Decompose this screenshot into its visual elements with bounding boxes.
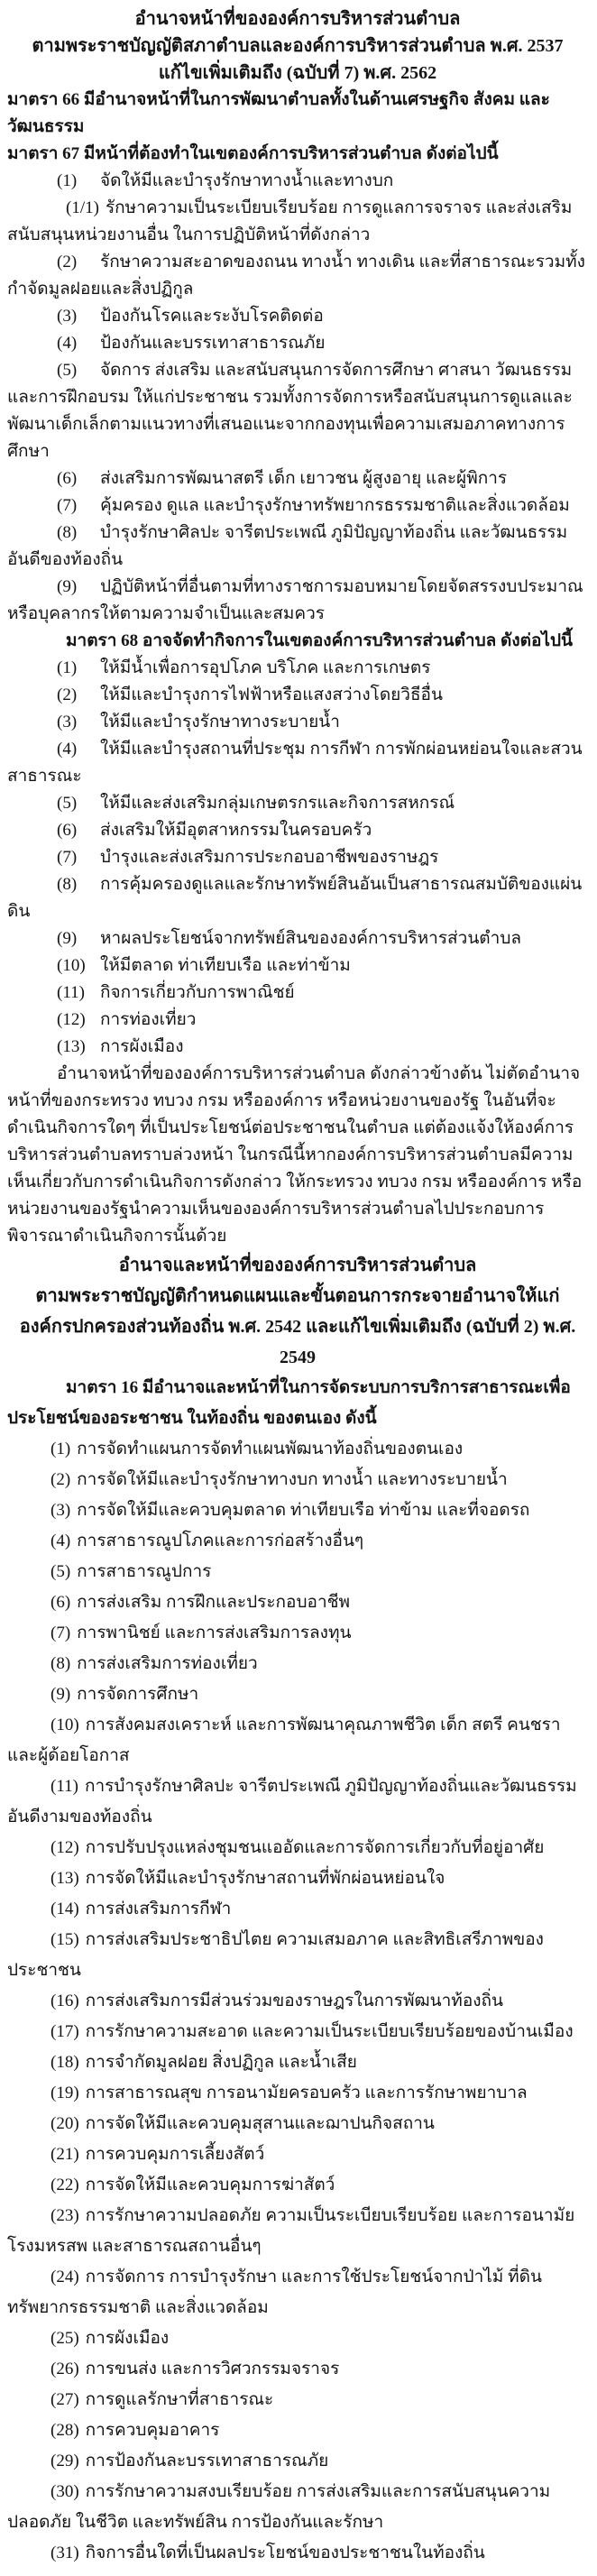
article-16-item: [7, 1587, 588, 1618]
article-16-item: [7, 1618, 588, 1649]
article-16-item: [7, 1495, 588, 1526]
article-68-closing-paragraph: อำนาจหน้าที่ขององค์การบริหารส่วนตำบล ดังกล่าวข้างต้น ไม่ตัดอำนาจหน้าที่ของกระทรวง ทบวง กรม หรือองค์การ หรือหน่วยงานของรัฐ ในอันที่จะดำเนินกิจการใดๆ ที่เป็นประโยชน์ต่อประชาชนในตำบล แต่ต้องแจ้งให้องค์การบริหารส่วนตำบลทราบล่วงหน้า ในกรณีนี้หากองค์การบริหารส่วนตำบลมีความเห็นเกี่ยวกับการดำเนินกิจการดังกล่าว ให้กระทรวง ทบวง กรม หรือองค์การ หรือหน่วยงานของรัฐนำความเห็นขององค์การบริหารส่วนตำบลไปประกอบการพิจารณาดำเนินกิจการนั้นด้วย: [7, 1064, 583, 1246]
item-number: (24): [51, 2268, 79, 2286]
item-text: การส่งเสริมการท่องเที่ยว: [77, 1654, 258, 1673]
article-68-item: [7, 925, 588, 952]
item-text: การปรับปรุงแหล่งชุมชนแออัดและการจัดการเกี่ยวกับที่อยู่อาศัย: [85, 1838, 545, 1857]
item-number: (14): [51, 1900, 79, 1918]
article-16-item: [7, 1465, 588, 1495]
item-text: การพานิชย์ และการส่งเสริมการลงทุน: [77, 1624, 352, 1642]
item-number: (2): [57, 685, 78, 704]
item-text: การท่องเที่ยว: [100, 1010, 197, 1029]
article-16-item: [7, 1710, 588, 1771]
article-68-item: [7, 682, 588, 709]
article-67-item: [7, 520, 588, 574]
article-67-item: [7, 168, 588, 195]
item-text: การรักษาความปลอดภัย ความเป็นระเบียบเรียบร้อย และการอนามัยโรงมหรสพ และสาธารณสถานอื่นๆ: [7, 2206, 575, 2256]
article-67-item: [7, 303, 588, 330]
item-number: (9): [57, 577, 78, 596]
article-68-item: [7, 952, 588, 980]
item-text: การส่งเสริม การฝึกและประกอบอาชีพ: [77, 1593, 351, 1612]
article-16-item: [7, 2078, 588, 2109]
article-67-item: [7, 574, 588, 628]
item-number: (26): [51, 2360, 79, 2378]
item-text: การจัดการศึกษา: [77, 1685, 199, 1704]
article-68-item: [7, 817, 588, 844]
item-text: การสาธารณูปโภคและการก่อสร้างอื่นๆ: [77, 1532, 364, 1550]
article-16-heading: มาตรา 16 มีอำนาจและหน้าที่ในการจัดระบบการบริการสาธารณะเพื่อประโยชน์ของอระชาชน ในท้องถิ่น ของตนเอง ดังนี้: [7, 1378, 571, 1428]
item-number: (7): [51, 1624, 71, 1642]
article-68-item: [7, 790, 588, 817]
section-b-title-line-2: ตามพระราชบัญญัติกำหนดแผนและขั้นตอนการกระจายอำนาจให้แก่: [35, 1286, 560, 1306]
article-67-item: [7, 357, 588, 465]
item-text: การผังเมือง: [100, 1037, 184, 1056]
article-68-item: [7, 980, 588, 1007]
item-number: (5): [51, 1562, 71, 1581]
item-text: การคุ้มครองดูแลและรักษาทรัพย์สินอันเป็นสาธารณสมบัติของแผ่นดิน: [7, 875, 583, 921]
section-act-2542: [7, 1250, 588, 2569]
item-number: (19): [51, 2084, 79, 2102]
article-16-item: [7, 2354, 588, 2385]
article-16-item: [7, 1649, 588, 1679]
article-68-item: [7, 871, 588, 925]
article-67-item: [7, 492, 588, 520]
item-text: การควบคุมอาคาร: [85, 2421, 220, 2440]
item-text: การดูแลรักษาที่สาธารณะ: [85, 2390, 274, 2409]
item-number: (31): [51, 2544, 79, 2562]
item-number: (1): [57, 658, 78, 677]
section-act-2537: [7, 5, 588, 1250]
article-68-item: [7, 655, 588, 682]
article-16-item: [7, 1833, 588, 1863]
item-text: จัดให้มีและบำรุงรักษาทางน้ำและทางบก: [100, 171, 394, 190]
item-number: (8): [51, 1654, 71, 1673]
item-number: (3): [57, 307, 78, 326]
section-a-title-line-1: อำนาจหน้าที่ขององค์การบริหารส่วนตำบล: [134, 9, 461, 29]
item-text: ป้องกันและบรรเทาสาธารณภัย: [100, 334, 326, 353]
article-16-item: [7, 1679, 588, 1710]
item-number: (8): [57, 875, 78, 894]
item-number: (11): [57, 983, 85, 1002]
article-16-item: [7, 1863, 588, 1894]
item-number: (1): [57, 171, 78, 190]
item-text: การป้องกันละบรรเทาสาธารณภัย: [85, 2452, 329, 2470]
item-text: รักษาความสะอาดของถนน ทางน้ำ ทางเดิน และที่สาธารณะรวมทั้งกำจัดมูลฝอยและสิ่งปฏิกูล: [7, 253, 585, 299]
article-16-item: [7, 1434, 588, 1465]
item-text: รักษาความเป็นระเบียบเรียบร้อย การดูแลการจราจร และส่งเสริมสนับสนุนหน่วยงานอื่น ในการปฏิบัติหน้าที่ดังกล่าว: [7, 198, 573, 244]
item-text: จัดการ ส่งเสริม และสนับสนุนการจัดการศึกษา ศาสนา วัฒนธรรม และการฝึกอบรม ให้แก่ประชาชน รวมทั้งการจัดการหรือสนับสนุนการดูแลและพัฒนาเด็กเล็กตามแนวทางที่เสนอแนะจากกองทุนเพื่อความเสมอภาคทางการศึกษา: [7, 361, 573, 461]
article-16-item: [7, 2262, 588, 2323]
item-text: ให้มีน้ำเพื่อการอุปโภค บริโภค และการเกษตร: [100, 658, 431, 677]
article-16-item: [7, 2047, 588, 2078]
item-number: (4): [57, 334, 78, 353]
item-text: กิจการอื่นใดที่เป็นผลประโยชน์ของประชาชนในท้องถิ่น: [85, 2544, 485, 2562]
article-16-item: [7, 2446, 588, 2477]
article-16-item: [7, 2109, 588, 2139]
item-text: การบำรุงรักษาศิลปะ จารีตประเพณี ภูมิปัญญาท้องถิ่นและวัฒนธรรมอันดีงามของท้องถิ่น: [7, 1777, 577, 1826]
article-67-heading: มาตรา 67 มีหน้าที่ต้องทำในเขตองค์การบริหารส่วนตำบล ดังต่อไปนี้: [7, 144, 499, 163]
item-number: (3): [51, 1501, 71, 1520]
article-16-item: [7, 1771, 588, 1833]
item-text: การรักษาความสงบเรียบร้อย การส่งเสริมและการสนับสนุนความปลอดภัย ในชีวิต และทรัพย์สิน การป้องกันและรักษา: [7, 2482, 551, 2532]
article-16-item: [7, 2477, 588, 2538]
item-text: การสาธารณสุข การอนามัยครอบครัว และการรักษาพยาบาล: [85, 2084, 528, 2102]
item-number: (10): [57, 956, 86, 975]
article-16-item: [7, 2017, 588, 2047]
item-text: การจัดให้มีและบำรุงรักษาทางบก ทางน้ำ และทางระบายน้ำ: [77, 1470, 508, 1489]
item-number: (22): [51, 2176, 79, 2194]
item-text: ป้องกันโรคและระงับโรคติดต่อ: [100, 307, 324, 326]
item-number: (7): [57, 848, 78, 867]
item-number: (20): [51, 2114, 79, 2133]
article-68-item: [7, 844, 588, 871]
item-text: การจัดทำแผนการจัดทำแผนพัฒนาท้องถิ่นของตนเอง: [77, 1440, 464, 1458]
item-number: (7): [57, 496, 78, 515]
item-text: ให้มีและบำรุงสถานที่ประชุม การกีฬา การพักผ่อนหย่อนใจและสวนสาธารณะ: [7, 740, 583, 786]
article-68-item: [7, 736, 588, 790]
item-number: (9): [57, 929, 78, 948]
article-16-item: [7, 2415, 588, 2446]
article-16-item: [7, 1526, 588, 1557]
item-text: บำรุงรักษาศิลปะ จารีตประเพณี ภูมิปัญญาท้องถิ่น และวัฒนธรรมอันดีของท้องถิ่น: [7, 523, 568, 569]
item-text: การผังเมือง: [85, 2329, 170, 2348]
item-text: บำรุงและส่งเสริมการประกอบอาชีพของราษฎร: [100, 848, 439, 867]
item-number: (4): [57, 740, 78, 759]
item-number: (25): [51, 2329, 79, 2348]
item-number: (2): [51, 1470, 71, 1489]
item-text: การขนส่ง และการวิศวกรรมจราจร: [85, 2360, 340, 2378]
article-68-item: [7, 1007, 588, 1034]
item-number: (1/1): [66, 198, 99, 217]
article-16-item: [7, 2538, 588, 2569]
item-text: ปฏิบัติหน้าที่อื่นตามที่ทางราชการมอบหมายโดยจัดสรรงบประมาณหรือบุคลากรให้ตามความจำเป็นและสมควร: [7, 577, 583, 623]
item-text: ให้มีและส่งเสริมกลุ่มเกษตรกรและกิจการสหกรณ์: [100, 794, 455, 813]
item-number: (3): [57, 713, 78, 731]
article-16-item: [7, 1986, 588, 2017]
item-number: (1): [51, 1440, 71, 1458]
item-text: ให้มีและบำรุงการไฟฟ้าหรือแสงสว่างโดยวิธีอื่น: [100, 685, 443, 704]
item-text: การจัดให้มีและควบคุมตลาด ท่าเทียบเรือ ท่าข้าม และที่จอดรถ: [77, 1501, 530, 1520]
item-number: (17): [51, 2022, 79, 2041]
item-text: การส่งเสริมการมีส่วนร่วมของราษฎรในการพัฒนาท้องถิ่น: [85, 1992, 504, 2010]
article-68-item: [7, 1034, 588, 1061]
item-number: (29): [51, 2452, 79, 2470]
item-number: (28): [51, 2421, 79, 2440]
item-text: กิจการเกี่ยวกับการพาณิชย์: [100, 983, 295, 1002]
article-16-item: [7, 2170, 588, 2201]
item-number: (5): [57, 361, 78, 380]
item-number: (2): [57, 253, 78, 271]
section-a-title-line-2: ตามพระราชบัญญัติสภาตำบลและองค์การบริหารส่วนตำบล พ.ศ. 2537: [32, 36, 564, 56]
item-number: (18): [51, 2053, 79, 2072]
item-text: คุ้มครอง ดูแล และบำรุงรักษาทรัพยากรธรรมชาติและสิ่งแวดล้อม: [100, 496, 570, 515]
article-16-item: [7, 2323, 588, 2354]
item-number: (23): [51, 2206, 79, 2225]
item-text: ส่งเสริมให้มีอุตสาหกรรมในครอบครัว: [100, 821, 372, 840]
item-number: (27): [51, 2390, 79, 2409]
item-text: หาผลประโยชน์จากทรัพย์สินขององค์การบริหารส่วนตำบล: [100, 929, 522, 948]
item-text: การจัดการ การบำรุงรักษา และการใช้ประโยชน์จากป่าไม้ ที่ดิน ทรัพยากรธรรมชาติ และสิ่งแวดล้อม: [7, 2268, 542, 2317]
article-16-item: [7, 1925, 588, 1986]
item-number: (6): [51, 1593, 71, 1612]
item-text: การรักษาความสะอาด และความเป็นระเบียบเรียบร้อยของบ้านเมือง: [85, 2022, 574, 2041]
item-text: การจัดให้มีและควบคุมการฆ่าสัตว์: [85, 2176, 335, 2194]
article-67-item: [7, 249, 588, 303]
item-text: การจัดให้มีและบำรุงรักษาสถานที่พักผ่อนหย่อนใจ: [85, 1869, 445, 1888]
item-number: (12): [51, 1838, 79, 1857]
article-66-heading: มาตรา 66 มีอำนาจหน้าที่ในการพัฒนาตำบลทั้งในด้านเศรษฐกิจ สังคม และวัฒนธรรม: [7, 90, 550, 136]
item-text: การสาธารณูปการ: [77, 1562, 212, 1581]
item-text: การจัดให้มีและควบคุมสุสานและฌาปนกิจสถาน: [85, 2114, 435, 2133]
item-text: ให้มีและบำรุงรักษาทางระบายน้ำ: [100, 713, 340, 731]
item-text: การจำกัดมูลฝอย สิ่งปฏิกูล และน้ำเสีย: [85, 2053, 357, 2072]
item-text: การส่งเสริมการกีฬา: [85, 1900, 232, 1918]
item-number: (30): [51, 2482, 79, 2501]
article-68-item: [7, 709, 588, 736]
item-number: (8): [57, 523, 78, 542]
item-number: (6): [57, 821, 78, 840]
item-number: (16): [51, 1992, 79, 2010]
section-b-title-line-3: องค์กรปกครองส่วนท้องถิ่น พ.ศ. 2542 และแก้ไขเพิ่มเติมถึง (ฉบับที่ 2) พ.ศ. 2549: [19, 1317, 576, 1367]
article-67-item-sub: [7, 195, 588, 249]
item-number: (13): [57, 1037, 86, 1056]
article-16-item: [7, 2385, 588, 2415]
item-number: (21): [51, 2145, 79, 2164]
item-number: (12): [57, 1010, 86, 1029]
section-b-title-line-1: อำนาจและหน้าที่ขององค์การบริหารส่วนตำบล: [118, 1256, 477, 1275]
article-16-item: [7, 1557, 588, 1587]
item-text: การสังคมสงเคราะห์ และการพัฒนาคุณภาพชีวิต เด็ก สตรี คนชรา และผู้ด้อยโอกาส: [7, 1716, 561, 1765]
article-67-item: [7, 465, 588, 492]
item-number: (13): [51, 1869, 79, 1888]
item-number: (15): [51, 1930, 79, 1949]
item-number: (11): [51, 1777, 78, 1796]
item-number: (5): [57, 794, 78, 813]
item-text: การส่งเสริมประชาธิปไตย ความเสมอภาค และสิทธิเสรีภาพของประชาชน: [7, 1930, 544, 1980]
article-68-heading: มาตรา 68 อาจจัดทำกิจการในเขตองค์การบริหารส่วนตำบล ดังต่อไปนี้: [66, 631, 574, 650]
article-67-item: [7, 330, 588, 357]
item-number: (10): [51, 1716, 79, 1734]
item-number: (6): [57, 469, 78, 488]
item-text: ให้มีตลาด ท่าเทียบเรือ และท่าข้าม: [100, 956, 351, 975]
item-number: (9): [51, 1685, 71, 1704]
article-16-item: [7, 1894, 588, 1925]
item-number: (4): [51, 1532, 71, 1550]
item-text: การควบคุมการเลี้ยงสัตว์: [85, 2145, 265, 2164]
article-16-item: [7, 2201, 588, 2262]
article-16-item: [7, 2139, 588, 2170]
item-text: ส่งเสริมการพัฒนาสตรี เด็ก เยาวชน ผู้สูงอายุ และผู้พิการ: [100, 469, 508, 488]
section-a-title-line-3: แก้ไขเพิ่มเติมถึง (ฉบับที่ 7) พ.ศ. 2562: [158, 63, 437, 83]
